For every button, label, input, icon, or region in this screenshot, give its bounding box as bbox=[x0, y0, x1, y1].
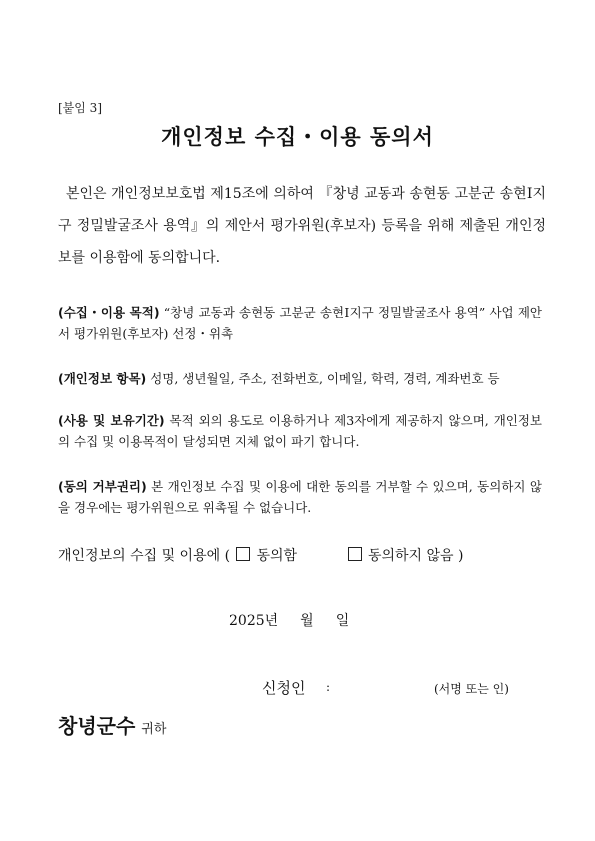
recipient-suffix: 귀하 bbox=[141, 722, 167, 737]
section-label: (수집・이용 목적) bbox=[58, 305, 160, 320]
page-title: 개인정보 수집・이용 동의서 bbox=[161, 125, 434, 149]
section-retention bbox=[58, 410, 542, 452]
date-line bbox=[229, 610, 371, 630]
section-label: (사용 및 보유기간) bbox=[58, 413, 165, 428]
section-items bbox=[58, 368, 542, 389]
consent-prefix: 개인정보의 수집 및 이용에 ( bbox=[58, 548, 231, 564]
section-label: (동의 거부권리) bbox=[58, 479, 147, 494]
section-text: 본 개인정보 수집 및 이용에 대한 동의를 거부할 수 있으며, 동의하지 않을 경우에는 평가위원으로 위촉될 수 없습니다. bbox=[58, 479, 542, 515]
recipient-name: 창녕군수 bbox=[58, 714, 136, 738]
section-text: 목적 외의 용도로 이용하거나 제3자에게 제공하지 않으며, 개인정보의 수집 및 이용목적이 달성되면 지체 없이 파기 합니다. bbox=[58, 413, 542, 449]
agree-label: 동의함 bbox=[256, 548, 298, 564]
recipient bbox=[58, 710, 166, 739]
date-month: 월 bbox=[300, 613, 314, 629]
intro-text: 본인은 개인정보보호법 제15조에 의하여 『창녕 교동과 송현동 고분군 송현Ⅰ지구 정밀발굴조사 용역』의 제안서 평가위원(후보자) 등록을 위해 제출된 개인정보를 이용함에 동의합니다. bbox=[58, 186, 546, 266]
disagree-checkbox[interactable] bbox=[348, 547, 362, 561]
attachment-label: [붙임 3] bbox=[58, 101, 102, 115]
intro-paragraph bbox=[58, 178, 546, 274]
disagree-label: 동의하지 않음 bbox=[367, 548, 454, 564]
consent-line bbox=[58, 545, 464, 565]
signature-label: (서명 또는 인) bbox=[434, 682, 509, 696]
applicant-label: 신청인 bbox=[262, 679, 306, 697]
consent-suffix: ) bbox=[458, 548, 464, 564]
section-label: (개인정보 항목) bbox=[58, 371, 147, 386]
date-year: 2025년 bbox=[229, 613, 279, 629]
section-text: “창녕 교동과 송현동 고분군 송현Ⅰ지구 정밀발굴조사 용역” 사업 제안서 평가위원(후보자) 선정・위촉 bbox=[58, 305, 542, 341]
date-day: 일 bbox=[335, 613, 350, 629]
section-purpose bbox=[58, 302, 542, 344]
agree-checkbox[interactable] bbox=[236, 547, 250, 561]
section-refusal-right bbox=[58, 476, 542, 518]
applicant-colon: : bbox=[326, 680, 331, 694]
section-text: 성명, 생년월일, 주소, 전화번호, 이메일, 학력, 경력, 계좌번호 등 bbox=[146, 371, 500, 386]
